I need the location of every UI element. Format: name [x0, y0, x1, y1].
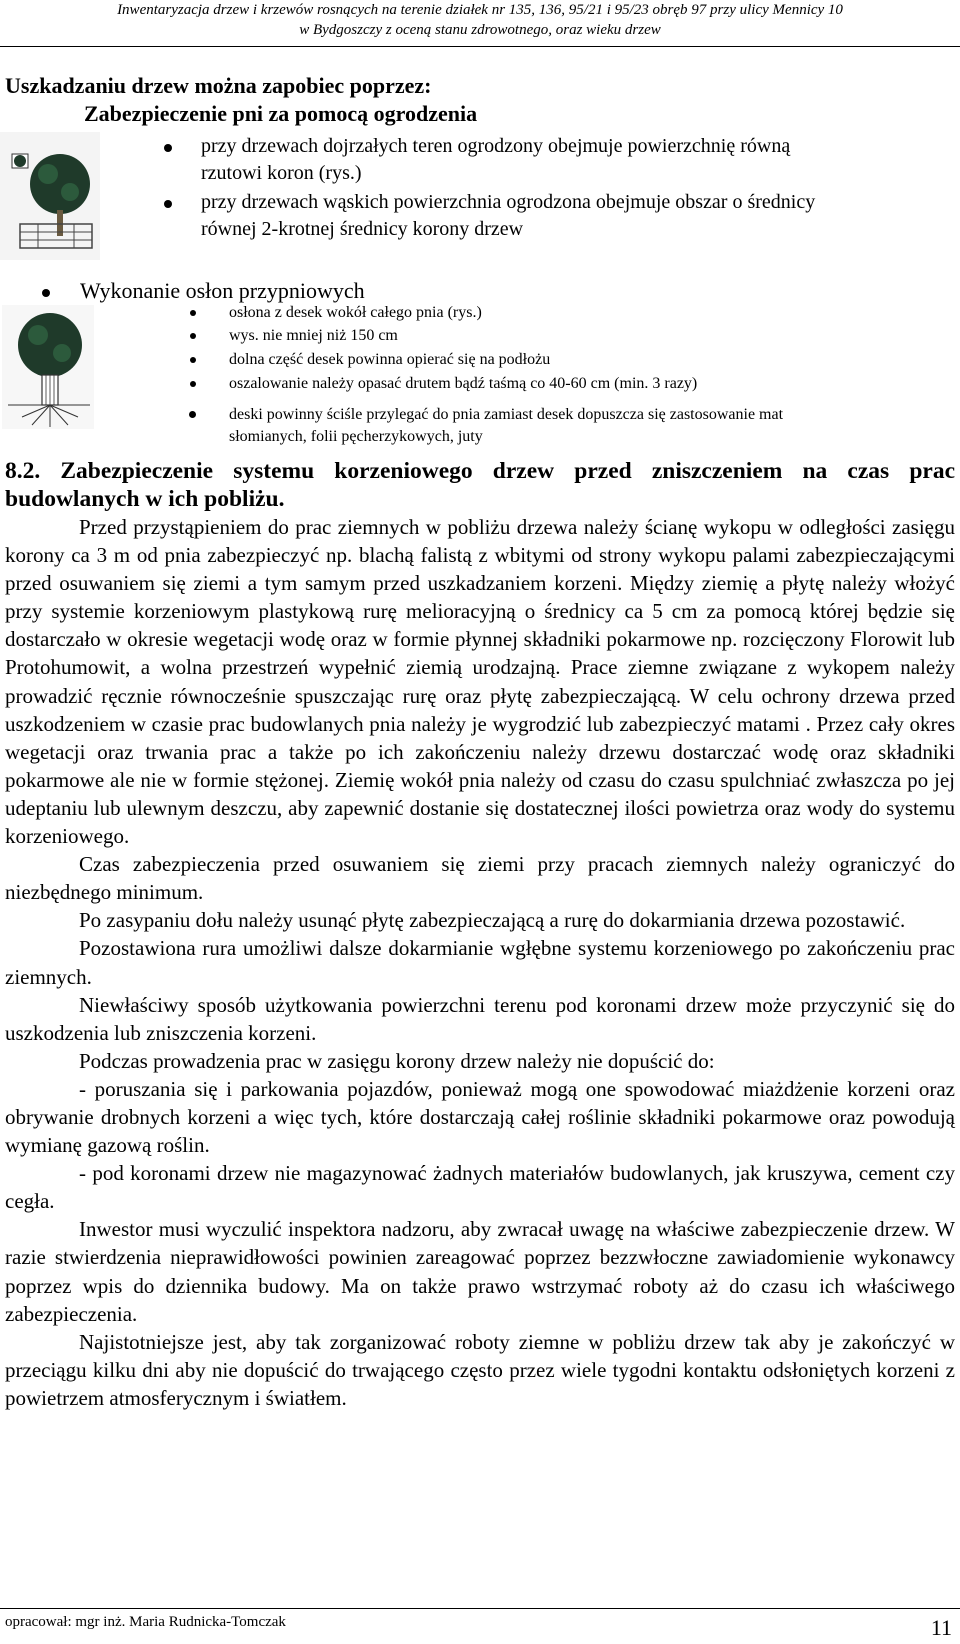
footer-divider: [0, 1608, 960, 1609]
header-line-2: w Bydgoszczy z oceną stanu zdrowotnego, oraz wieku drzew: [299, 22, 661, 38]
fenced-tree-illustration: [0, 132, 100, 260]
body-text: [5, 513, 955, 1412]
cover-item-1: osłona z desek wokół całego pnia (rys.): [229, 304, 482, 321]
fence-item-2-line-2: równej 2-krotnej średnicy korony drzew: [201, 218, 524, 240]
cover-item-4: oszalowanie należy opasać drutem bądź taśmą co 40-60 cm (min. 3 razy): [229, 375, 698, 392]
paragraph: Najistotniejsze jest, aby tak zorganizować roboty ziemne w pobliżu drzew tak aby je zakończyć w przeciągu kilku dni aby nie dopuścić do trwającego często przez wiele tygodni kontaktu odsłoniętych korzeni z powietrzem atmosferycznym i światłem.: [5, 1329, 955, 1410]
cover-item-5: deski powinny ściśle przylegać do pnia zamiast desek dopuszcza się zastosowanie mat: [229, 406, 784, 423]
bullet-icon: [164, 144, 172, 152]
fence-item-1-line-2: rzutowi koron (rys.): [201, 162, 362, 184]
fence-item-2-line-1: przy drzewach wąskich powierzchnia ogrodzona obejmuje obszar o średnicy: [201, 191, 816, 213]
bullet-icon: [189, 411, 196, 418]
paragraph: Po zasypaniu dołu należy usunąć płytę zabezpieczającą a rurę do dokarmiania drzewa pozostawić.: [79, 908, 906, 933]
bullet-icon: [190, 310, 196, 316]
header-line-1: Inwentaryzacja drzew i krzewów rosnących na terenie działek nr 135, 136, 95/21 i 95/23 obręb 97 przy ulicy Mennicy 10: [117, 2, 843, 18]
bullet-icon: [42, 289, 50, 297]
intro-heading: Uszkadzaniu drzew można zapobiec poprzez:: [5, 73, 432, 98]
cover-heading: Wykonanie osłon przypniowych: [80, 278, 365, 303]
paragraph: Niewłaściwy sposób użytkowania powierzchni terenu pod koronami drzew może przyczynić się do uszkodzenia lub zniszczenia korzeni.: [5, 992, 955, 1045]
cover-item-5-cont: słomianych, folii pęcherzykowych, juty: [229, 428, 483, 445]
fence-item-1-line-1: przy drzewach dojrzałych teren ogrodzony obejmuje powierzchnię równą: [201, 135, 791, 157]
paragraph: Pozostawiona rura umożliwi dalsze dokarmianie wgłębne systemu korzeniowego po zakończeniu prac ziemnych.: [5, 936, 955, 989]
cover-item-2: wys. nie mniej niż 150 cm: [229, 327, 398, 344]
paragraph: Przed przystąpieniem do prac ziemnych w pobliżu drzewa należy ścianę wykopu w odległości zasięgu korony ca 3 m od pnia zabezpieczyć np. blachą falistą z wbitymi od strony wykopu palami zabezpieczającymi przed osuwaniem się ziemi a tym samym przed uszkadzaniem korzeni. Między ziemię a płytę należy włożyć przy systemie korzeniowym plastykową rurę melioracyjną o średnicy ca 5 cm za pomocą której będzie się dostarczało w okresie wegetacji wodę oraz w formie płynnej składniki pokarmowe np. rozcięczony Florowit lub Protohumowit, a wolna przestrzeń wypełnić ziemią urodzajną. Prace ziemne związane z wykopem należy prowadzić ręcznie równocześnie spuszczając rurę oraz płytę zabezpieczającą. W celu ochrony drzewa przed uszkodzeniem w czasie prac budowlanych pnia należy je wygrodzić lub zabezpieczyć matami . Przez cały okres wegetacji oraz trwania prac a także po ich zakończeniu należy drzewu dostarczać wodę oraz składniki pokarmowe ale nie w formie stężonej. Ziemię wokół pnia należy od czasu do czasu spulchniać zwłaszcza po jej udeptaniu lub ulewnym deszczu, aby zapewnić dostanie się dostatecznej ilości powietrza oraz wody do systemu korzeniowego.: [5, 515, 955, 849]
paragraph: - poruszania się i parkowania pojazdów, ponieważ mogą one spowodować miażdżenie korzeni oraz obrywanie drobnych korzeni a więc tych, które dostarczają całej roślinie składniki pokarmowe oraz powodują wymianę gazową roślin.: [5, 1076, 955, 1158]
bullet-icon: [190, 357, 196, 363]
paragraph: Inwestor musi wyczulić inspektora nadzoru, aby zwracał uwagę na właściwe zabezpieczenie drzew. W razie stwierdzenia nieprawidłowości powinien zareagować poprzez bezzwłoczne zawiadomienie wykonawcy poprzez wpis do dziennika budowy. Ma on także prawo wstrzymać roboty aż do czasu ich właściwego zabezpieczenia.: [5, 1217, 955, 1326]
section-title-line-2: budowlanych w ich pobliżu.: [5, 486, 285, 512]
section-title-line-1: 8.2. Zabezpieczenie systemu korzeniowego drzew przed zniszczeniem na czas prac: [5, 458, 955, 484]
header-divider: [0, 46, 960, 47]
paragraph: Czas zabezpieczenia przed osuwaniem się ziemi przy pracach ziemnych należy ograniczyć do niezbędnego minimum.: [5, 852, 955, 905]
cover-item-3: dolna część desek powinna opierać się na podłożu: [229, 351, 551, 368]
running-header: [0, 0, 960, 40]
bullet-icon: [190, 381, 196, 387]
footer-author: opracował: mgr inż. Maria Rudnicka-Tomczak: [5, 1614, 286, 1630]
fence-heading: Zabezpieczenie pni za pomocą ogrodzenia: [84, 101, 478, 126]
paragraph: Podczas prowadzenia prac w zasięgu korony drzew należy nie dopuścić do:: [79, 1048, 715, 1073]
bullet-icon: [190, 333, 196, 339]
page-number: 11: [930, 1615, 952, 1640]
paragraph: - pod koronami drzew nie magazynować żadnych materiałów budowlanych, jak kruszywa, cement czy cegła.: [5, 1161, 955, 1214]
trunk-cover-illustration: [2, 305, 94, 429]
bullet-icon: [164, 200, 172, 208]
